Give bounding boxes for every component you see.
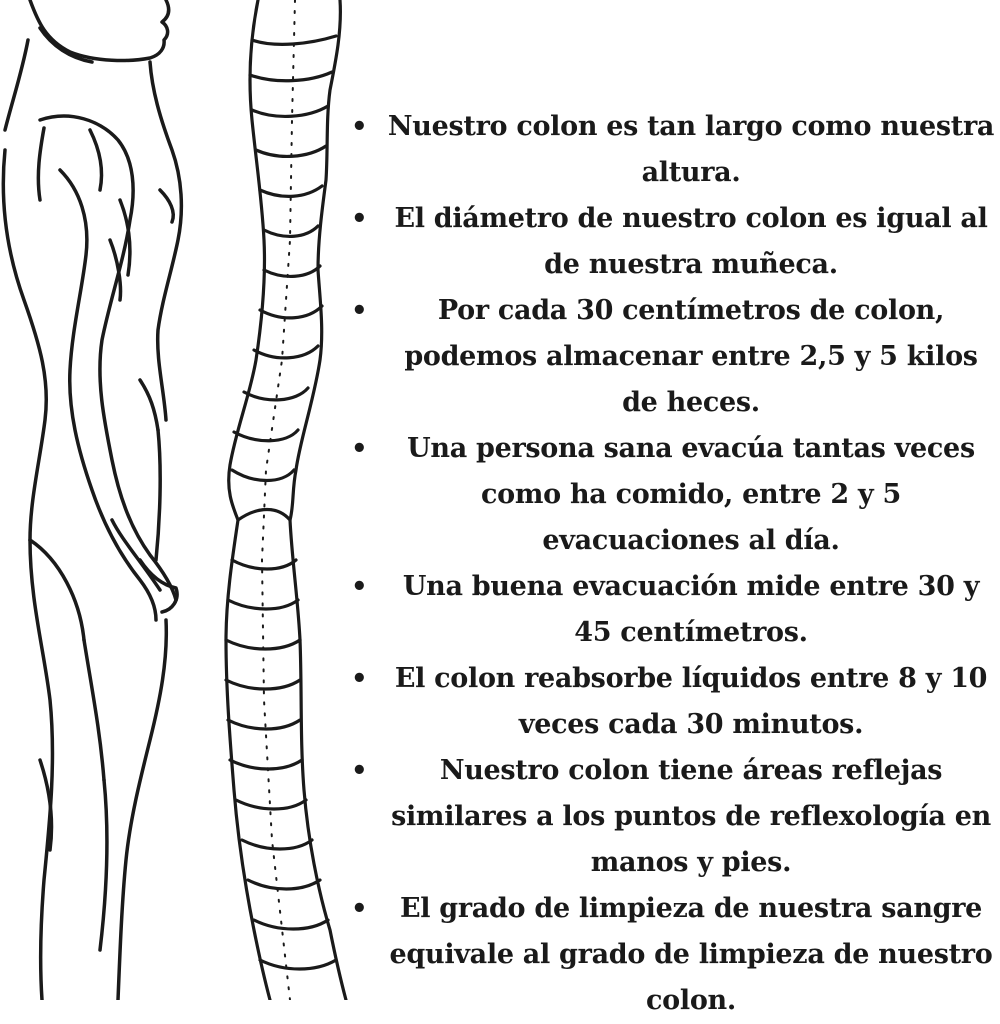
bullet-icon: • <box>351 112 368 142</box>
fact-text: Una buena evacuación mide entre 30 y 45 centímetros. <box>402 571 980 648</box>
bullet-icon: • <box>351 204 368 234</box>
bullet-icon: • <box>351 434 368 464</box>
fact-item <box>345 104 997 196</box>
fact-item <box>345 426 997 564</box>
fact-item <box>345 196 997 288</box>
fact-text: El diámetro de nuestro colon es igual al de nuestra muñeca. <box>394 203 988 280</box>
anatomy-illustration <box>0 0 368 1000</box>
fact-text: Nuestro colon tiene áreas reflejas similares a los puntos de reflexología en manos y pies. <box>391 755 991 878</box>
bullet-icon: • <box>351 664 368 694</box>
fact-text: Por cada 30 centímetros de colon, podemos almacenar entre 2,5 y 5 kilos de heces. <box>404 295 978 418</box>
fact-item <box>345 288 997 426</box>
bullet-icon: • <box>351 894 368 924</box>
bullet-icon: • <box>351 756 368 786</box>
facts-list <box>345 104 997 1024</box>
human-body-side-view-icon <box>3 0 181 1000</box>
fact-text: Una persona sana evacúa tantas veces como ha comido, entre 2 y 5 evacuaciones al día. <box>407 433 975 556</box>
bullet-icon: • <box>351 296 368 326</box>
fact-text: El grado de limpieza de nuestra sangre equivale al grado de limpieza de nuestro colon. <box>389 893 993 1016</box>
fact-text: El colon reabsorbe líquidos entre 8 y 10 veces cada 30 minutos. <box>394 663 988 740</box>
fact-item <box>345 886 997 1024</box>
colon-segmented-icon <box>226 0 346 1000</box>
fact-item <box>345 564 997 656</box>
fact-text: Nuestro colon es tan largo como nuestra altura. <box>387 111 995 188</box>
fact-item <box>345 656 997 748</box>
bullet-icon: • <box>351 572 368 602</box>
fact-item <box>345 748 997 886</box>
